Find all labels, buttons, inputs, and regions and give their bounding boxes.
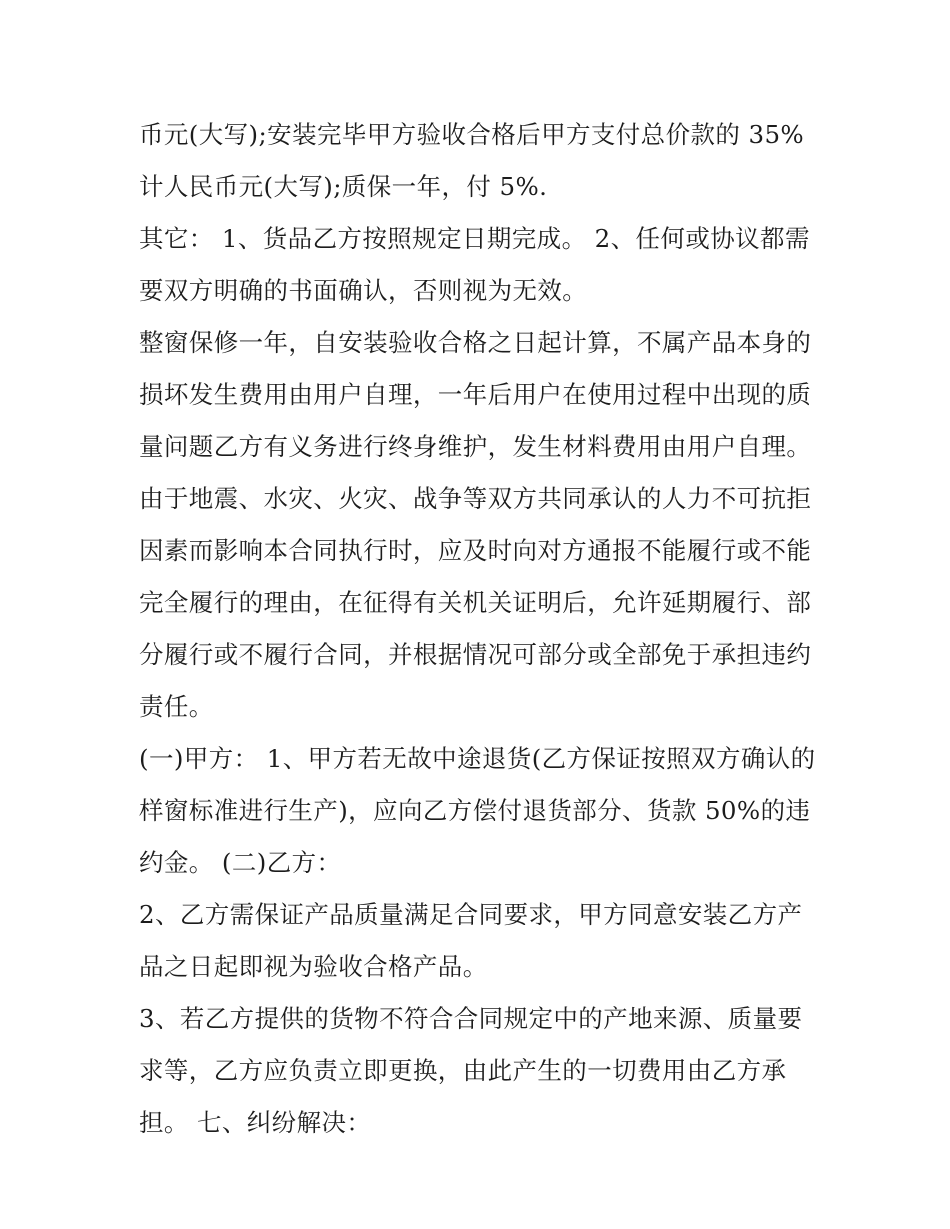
text-line: 整窗保修一年，自安装验收合格之日起计算，不属产品本身的	[139, 328, 812, 357]
text-line: 因素而影响本合同执行时，应及时向对方通报不能履行或不能	[139, 536, 812, 565]
text-line: 量问题乙方有义务进行终身维护，发生材料费用由用户自理。	[139, 432, 812, 461]
text-line: 要双方明确的书面确认，否则视为无效。	[139, 276, 588, 305]
text-line: 币元(大写);安装完毕甲方验收合格后甲方支付总价款的 35%	[139, 120, 805, 149]
text-line: 完全履行的理由，在征得有关机关证明后，允许延期履行、部	[139, 588, 812, 617]
text-line: 样窗标准进行生产)，应向乙方偿付退货部分、货款 50%的违	[139, 796, 811, 825]
text-line: 3、若乙方提供的货物不符合合同规定中的产地来源、质量要	[139, 1004, 803, 1033]
text-line: 品之日起即视为验收合格产品。	[139, 952, 488, 981]
text-line: 分履行或不履行合同，并根据情况可部分或全部免于承担违约	[139, 640, 812, 669]
text-line: 责任。	[139, 692, 214, 721]
text-line: (一)甲方： 1、甲方若无故中途退货(乙方保证按照双方确认的	[139, 744, 816, 773]
document-body	[139, 109, 819, 1149]
text-line: 担。 七、纠纷解决：	[139, 1108, 372, 1137]
text-line: 2、乙方需保证产品质量满足合同要求，甲方同意安装乙方产	[139, 900, 803, 929]
text-line: 求等，乙方应负责立即更换，由此产生的一切费用由乙方承	[139, 1056, 787, 1085]
text-line: 其它： 1、货品乙方按照规定日期完成。 2、任何或协议都需	[139, 224, 810, 253]
text-line: 损坏发生费用由用户自理，一年后用户在使用过程中出现的质	[139, 380, 812, 409]
text-line: 约金。 (二)乙方：	[139, 848, 342, 877]
text-line: 计人民币元(大写);质保一年，付 5%.	[139, 172, 548, 201]
text-line: 由于地震、水灾、火灾、战争等双方共同承认的人力不可抗拒	[139, 484, 812, 513]
